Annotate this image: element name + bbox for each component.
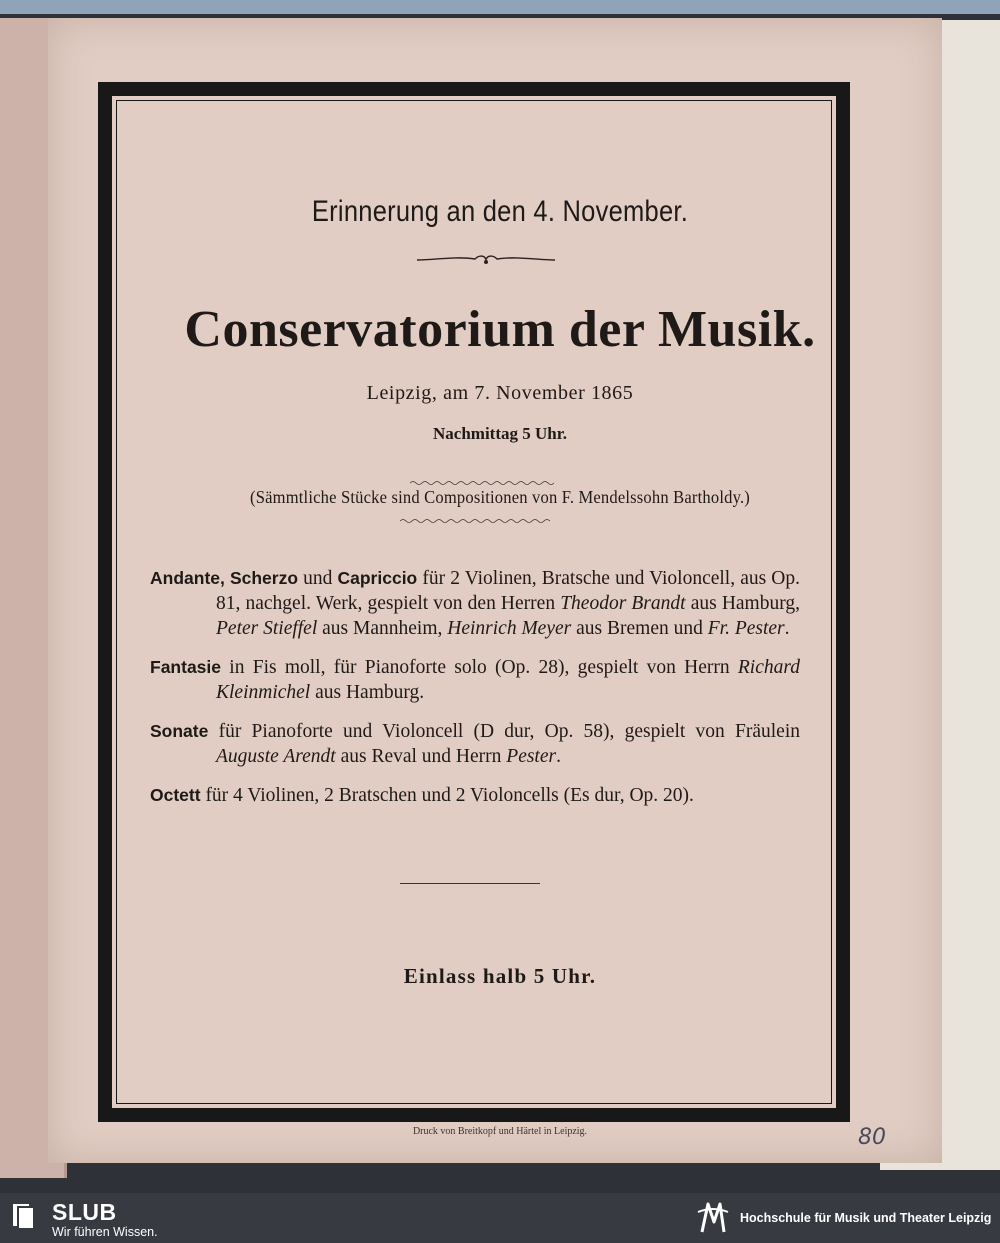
slub-logo-text[interactable]: SLUB [52,1199,117,1225]
concert-time: Nachmittag 5 Uhr. [433,424,567,443]
admission-note: Einlass halb 5 Uhr. [403,964,597,988]
printer-imprint: Druck von Breitkopf und Härtel in Leipzig. [412,1126,588,1137]
performer-name: Pester [506,746,557,767]
institution-name[interactable]: Hochschule für Musik und Theater Leipzig [740,1211,992,1225]
piece-title: Octett [150,785,201,805]
program-text: aus Hamburg, [685,593,800,614]
viewer-footer [0,1193,1000,1243]
piece-title: Andante, Scherzo [150,568,299,588]
place-and-date: Leipzig, am 7. November 1865 [366,382,634,404]
performer-name: Peter Stieffel [216,618,318,639]
slub-book-icon[interactable] [10,1201,40,1231]
performer-name: Richard Kleinmichel [216,657,800,703]
program-text: aus Bremen und [571,618,708,639]
book-cover-edge [0,0,1000,14]
program-text: aus Reval und Herrn [335,746,507,767]
program-text: aus Mannheim, [317,618,448,639]
program-item [150,719,800,769]
composer-note: (Sämmtliche Stücke sind Compositionen von F. Mendelssohn Bartholdy.) [250,487,750,507]
performer-name: Auguste Arendt [216,746,336,767]
program-text: . [556,746,561,767]
program-text: . [784,618,790,639]
hmt-logo-icon[interactable] [694,1198,732,1238]
performer-name: Fr. Pester [707,618,785,639]
performer-name: Theodor Brandt [560,593,686,614]
program-text: für Pianoforte und Violoncell (D dur, Op. 58), gespielt von Fräulein [208,721,800,742]
piece-title: Fantasie [150,657,221,677]
program-text: in Fis moll, für Pianoforte solo (Op. 28), gespielt von Herrn [221,657,738,678]
program-text: für 4 Violinen, 2 Bratschen und 2 Violoncells (Es dur, Op. 20). [200,785,694,806]
section-rule [400,883,540,884]
wavy-rule-top [410,480,555,486]
piece-title: Capriccio [337,568,418,588]
program-text: und [298,568,338,589]
slub-tagline: Wir führen Wissen. [52,1225,158,1239]
program-item [150,566,800,641]
ornament-divider [415,253,557,267]
program-list [150,566,800,822]
program-text: aus Hamburg. [310,682,425,703]
piece-title: Sonate [150,721,209,741]
heading-remembrance: Erinnerung an den 4. November. [311,195,689,228]
performer-name: Heinrich Meyer [447,618,572,639]
program-text: für 2 Violinen, Bratsche und Violoncell, aus Op. 81, nachgel. Werk, gespielt von den Herren [216,568,800,614]
wavy-rule-bottom [400,518,550,524]
title-conservatorium: Conservatorium der Musik. [184,301,816,358]
program-item [150,655,800,705]
handwritten-page-number: 80 [858,1125,886,1150]
program-item [150,783,800,808]
